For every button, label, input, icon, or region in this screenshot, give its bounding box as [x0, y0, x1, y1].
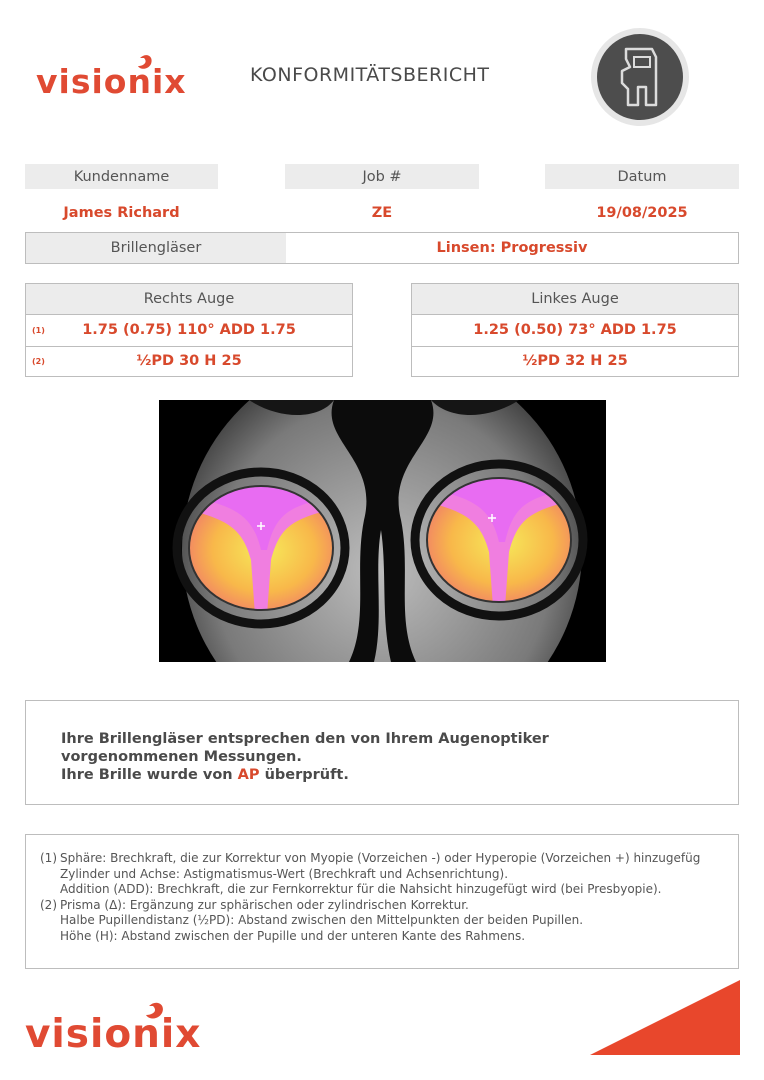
- message-line-3: Ihre Brille wurde von AP überprüft.: [61, 767, 349, 783]
- footnote-1-cylinder: Zylinder und Achse: Astigmatismus-Wert (Brechkraft und Achsenrichtung).: [60, 866, 509, 881]
- footnotes: [40, 851, 700, 944]
- inspector-initials: AP: [237, 767, 260, 783]
- confirmation-message-box: [25, 700, 739, 805]
- footnote-2: (2) Prisma (Δ): Ergänzung zur sphärischen oder zylindrischen Korrektur.: [40, 897, 469, 912]
- right-eye-sphere-value: 1.75 (0.75) 110° ADD 1.75: [82, 322, 296, 339]
- right-eye-row-2: [26, 347, 352, 376]
- brand-logo-top: [36, 50, 186, 100]
- date-header: Datum: [545, 164, 739, 189]
- brand-name: visionix: [36, 62, 187, 101]
- footnote-marker-1: (1): [32, 325, 45, 335]
- left-eye-header: Linkes Auge: [412, 284, 738, 315]
- left-eye-sphere-value: 1.25 (0.50) 73° ADD 1.75: [473, 322, 677, 339]
- page-title: KONFORMITÄTSBERICHT: [250, 64, 490, 86]
- footnote-2-pd: Halbe Pupillendistanz (½PD): Abstand zwischen den Mittelpunkten der beiden Pupillen.: [60, 913, 584, 927]
- footnotes-box: [25, 834, 739, 969]
- lensmeter-device-icon: [590, 27, 690, 127]
- lens-power-map-image: [159, 400, 606, 662]
- right-eye-row-1: [26, 315, 352, 346]
- right-eye-table: [25, 283, 353, 377]
- left-eye-row-1: [412, 315, 738, 346]
- left-eye-table: [411, 283, 739, 377]
- footer-brand-name: visionix: [25, 1012, 202, 1057]
- footnote-marker-2: (2): [32, 356, 45, 366]
- lenses-row: [25, 232, 739, 264]
- job-number-value: ZE: [371, 204, 393, 221]
- left-eye-row-2: [412, 347, 738, 376]
- customer-name-value: James Richard: [63, 204, 180, 221]
- message-line-2: vorgenommenen Messungen.: [61, 749, 302, 765]
- decorative-corner-triangle: [590, 980, 740, 1055]
- footnote-1-addition: Addition (ADD): Brechkraft, die zur Fernkorrektur für die Nahsicht hinzugefügt wird (bei Presbyopie).: [60, 882, 662, 896]
- lenses-label: Brillengläser: [26, 233, 286, 263]
- footnote-1: (1) Sphäre: Brechkraft, die zur Korrektur von Myopie (Vorzeichen -) oder Hyperopie (Vorzeichen +) hinzugefüg: [40, 851, 701, 865]
- customer-name-header: Kundenname: [25, 164, 218, 189]
- brand-logo-bottom: [25, 1000, 205, 1060]
- device-badge: [590, 27, 690, 127]
- message-line-1: Ihre Brillengläser entsprechen den von Ihrem Augenoptiker: [61, 731, 549, 747]
- right-eye-header: Rechts Auge: [26, 284, 352, 315]
- confirmation-message: [61, 730, 549, 784]
- date-value: 19/08/2025: [596, 204, 688, 221]
- lenses-value: Linsen: Progressiv: [436, 240, 588, 256]
- left-eye-pd-value: ½PD 32 H 25: [522, 353, 628, 370]
- footnote-2-height: Höhe (H): Abstand zwischen der Pupille und der unteren Kante des Rahmens.: [60, 928, 526, 943]
- job-number-header: Job #: [285, 164, 479, 189]
- right-eye-pd-value: ½PD 30 H 25: [136, 353, 242, 370]
